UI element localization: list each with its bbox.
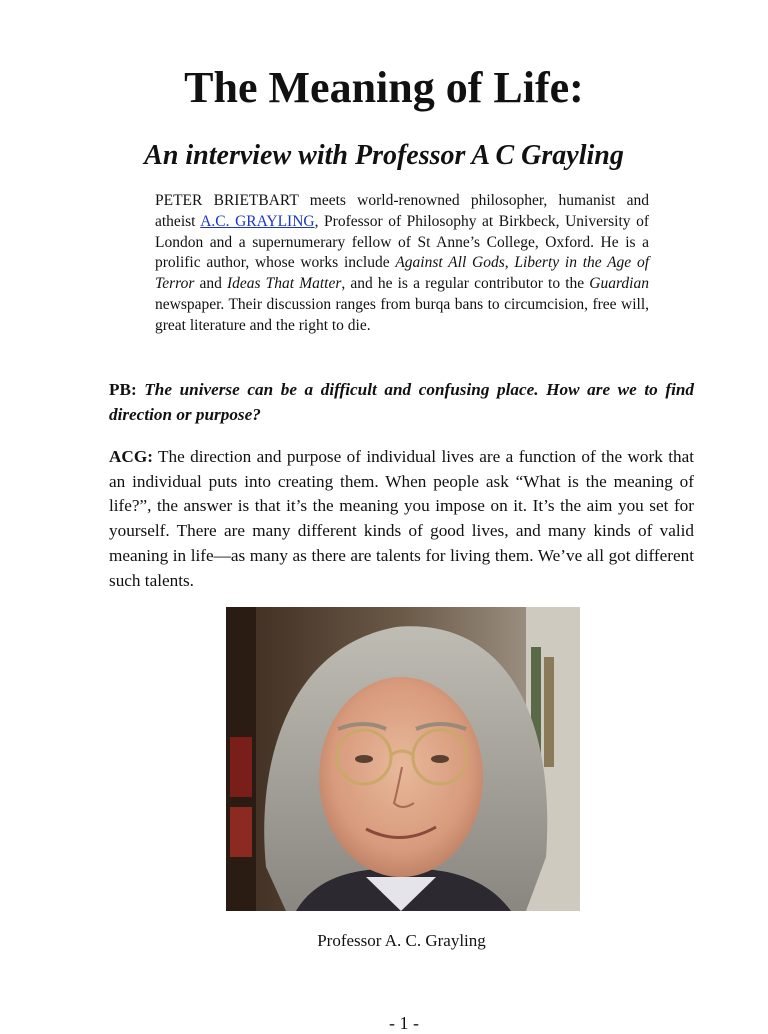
intro-text-5: , and he is a regular contributor to the (341, 275, 590, 293)
answer-paragraph (109, 445, 694, 593)
question-text: The universe can be a difficult and confusing place. How are we to find direction or purpose? (109, 380, 694, 424)
intro-text-4: and (194, 275, 227, 293)
question-speaker: PB: (109, 380, 137, 399)
answer-speaker: ACG: (109, 447, 153, 466)
photo-caption: Professor A. C. Grayling (317, 931, 486, 950)
question-paragraph (109, 378, 694, 427)
intro-text-2: , Professor of Philosophy at Birkbeck, University of London and a supernumerary fellow of St Anne’s College, Oxford. He is a prolific author, whose works include (155, 212, 650, 272)
grayling-portrait-photo (226, 607, 580, 911)
intro-paragraph (155, 191, 649, 337)
intro-text-1: PETER BRIETBART meets world-renowned philosopher, humanist and atheist (155, 192, 649, 230)
book-title-2: Liberty in the Age of Terror (155, 254, 649, 293)
portrait-illustration (226, 607, 580, 911)
article-subtitle: An interview with Professor A C Grayling (144, 140, 624, 171)
grayling-link[interactable]: A.C. GRAYLING (200, 212, 315, 230)
book-title-3: Ideas That Matter (226, 275, 342, 293)
intro-text-3: , (504, 254, 515, 272)
newspaper-title: Guardian (589, 275, 649, 293)
book-title-1: Against All Gods (395, 254, 505, 272)
intro-text-6: newspaper. Their discussion ranges from burqa bans to circumcision, free will, great literature and the right to die. (155, 295, 649, 334)
answer-text: The direction and purpose of individual lives are a function of the work that an individual puts into creating them. When people ask “What is the meaning of life?”, the answer is that it’s the meaning you impose on it. It’s the aim you set for yourself. There are many different kinds of good lives, and many kinds of valid meaning in life—as many as there are talents for living them. We’ve all got different such talents. (109, 447, 694, 590)
page-number: - 1 - (389, 1013, 419, 1033)
article-title: The Meaning of Life: (184, 63, 584, 112)
